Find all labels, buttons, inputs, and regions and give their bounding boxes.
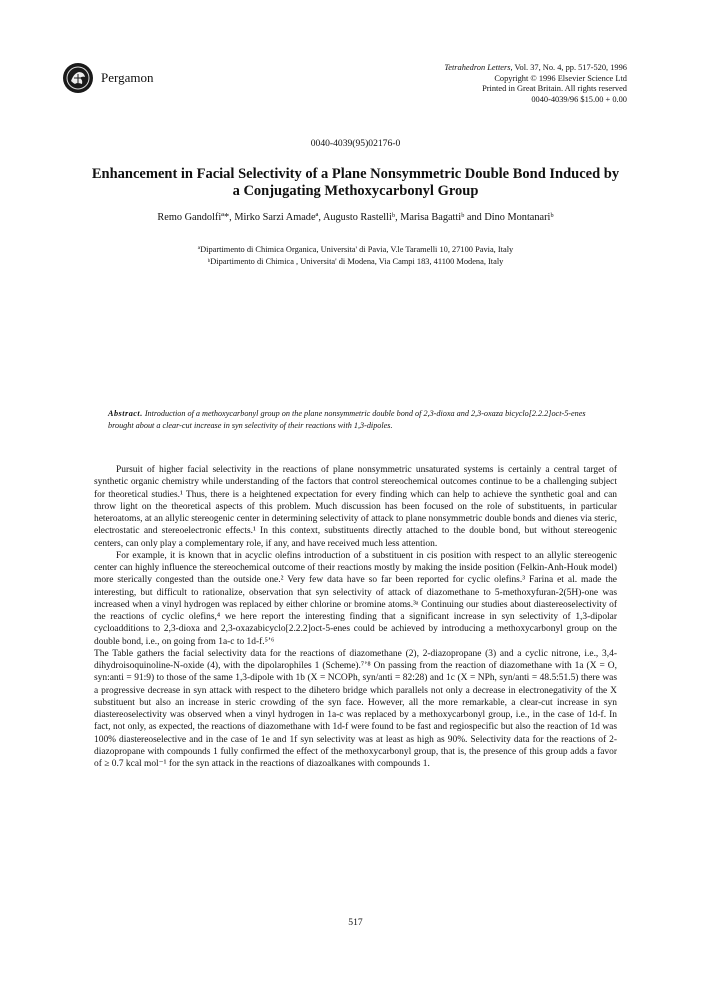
affiliations (0, 244, 711, 268)
paper-title: Enhancement in Facial Selectivity of a Plane Nonsymmetric Double Bond Induced by a Conjugating Methoxycarbonyl Group (91, 166, 620, 199)
paragraph-2: For example, it is known that in acyclic olefins introduction of a substituent in cis position with respect to an allylic stereogenic center can highly influence the stereochemical outcome of their reactions mostly by making the inside position (Felkin-Anh-Houk model) more sterically congested than the outside one.² Very few data have so far been reported for cyclic olefins.³ Farina et al. made the interesting, but difficult to rationalize, observation that syn selectivity of attack of diazomethane to 5-methoxyfuran-2(5H)-one was increased when a vinyl hydrogen was replaced by either chlorine or bromine atoms.³ᵃ Continuing our studies about diastereoselectivity of the reactions of cyclic olefins,⁴ we here report the interesting finding that a significant increase in syn selectivity of 1,3-dipolar cycloadditions to 2,3-dioxa and 2,3-oxazabicyclo[2.2.2]oct-5-enes could be achieved by introducing a methoxycarbonyl group on the double bond, i.e., on going from 1a-c to 1d-f.⁵ʼ⁶ (94, 550, 617, 647)
journal-info (444, 63, 627, 105)
citation: , Vol. 37, No. 4, pp. 517-520, 1996 (510, 63, 627, 72)
printed-notice: Printed in Great Britain. All rights reserved (482, 84, 627, 94)
copyright: Copyright © 1996 Elsevier Science Ltd (494, 73, 627, 83)
abstract-text: Introduction of a methoxycarbonyl group on the plane nonsymmetric double bond of 2,3-dioxa and 2,3-oxaza bicyclo[2.2.2]oct-5-enes brought about a clear-cut increase in syn selectivity of their reactions with 1,3-dipoles. (108, 409, 586, 430)
page-number: 517 (348, 917, 363, 928)
issn: 0040-4039(95)02176-0 (310, 138, 401, 149)
paragraph-3: The Table gathers the facial selectivity data for the reactions of diazomethane (2), 2-diazopropane (3) and a cyclic nitrone, i.e., 3,4-dihydroisoquinoline-N-oxide (4), with the dipolarophiles 1 (Scheme).⁷ʼ⁸ On passing from the reaction of diazomethane with 1a (X = O, syn:anti = 91:9) to those of the same 1,3-dipole with 1b (X = NCOPh, syn/anti = 82:28) and 1c (X = NPh, syn/anti = 48.5:51.5) there was a progressive decrease in syn attack with respect to the dihetero bridge which parallels not only a decrease in electronegativity of the X substituent but also an increase in steric crowding of the syn face. However, all the more remarkable, a clear-cut increase in syn diastereoselectivity was observed when a vinyl hydrogen in 1a-c was replaced by a methoxycarbonyl group, i.e., in the case of 1d-f. In fact, not only, as expected, the reactions of diazomethane with 1d-f were found to be fast and regiospecific but also the reaction of 1d was 100% diastereoselective and in the case of 1e and 1f syn selectivity was at least as high as 90%. Selectivity data for the reactions of 2-diazopropane with compounds 1 fully confirmed the effect of the methoxycarbonyl group, that is, the presence of this group adds a favor of ≥ 0.7 kcal mol⁻¹ for the syn attack in the reactions of diazoalkanes with compounds 1. (94, 648, 617, 769)
journal-name: Tetrahedron Letters (444, 63, 511, 72)
authors: Remo Gandolfiª*, Mirko Sarzi Amadeª, Augusto Rastelliᵇ, Marisa Bagattiᵇ and Dino Montanariᵇ (157, 212, 554, 223)
pergamon-logo-icon (63, 63, 93, 93)
abstract (108, 408, 603, 432)
abstract-label: Abstract. (108, 409, 143, 418)
journal-citation (444, 63, 627, 74)
price: 0040-4039/96 $15.00 + 0.00 (531, 94, 627, 104)
affiliation-a: ªDipartimento di Chimica Organica, Universita' di Pavia, V.le Taramelli 10, 27100 Pavia, Italy (197, 245, 514, 254)
body-text (94, 464, 617, 770)
paragraph-1: Pursuit of higher facial selectivity in the reactions of plane nonsymmetric unsaturated systems is certainly a central target of synthetic organic chemistry while understanding of the factors that control stereochemical outcomes continue to be a challenging subject for theoretical studies.¹ Thus, there is a heightened expectation for every finding which can help to achieve the synthetic goal and can throw light on the theoretical aspects of this problem. Much discussion has been focused on the role of substituents, in particular heteroatoms, at an allylic stereogenic center in determining selectivity of attack to plane nonsymmetric double bonds and dienes via steric, electrostatic and stereoelectronic effects.¹ In this context, substituents directly attached to the double bond, but without stereogenic centers, can only play a complementary role, if any, and have received much less attention. (94, 465, 617, 549)
publisher-block (63, 63, 153, 93)
publisher-name: Pergamon (101, 70, 154, 85)
affiliation-b: ᵇDipartimento di Chimica , Universita' di Modena, Via Campi 183, 41100 Modena, Italy (207, 257, 504, 266)
